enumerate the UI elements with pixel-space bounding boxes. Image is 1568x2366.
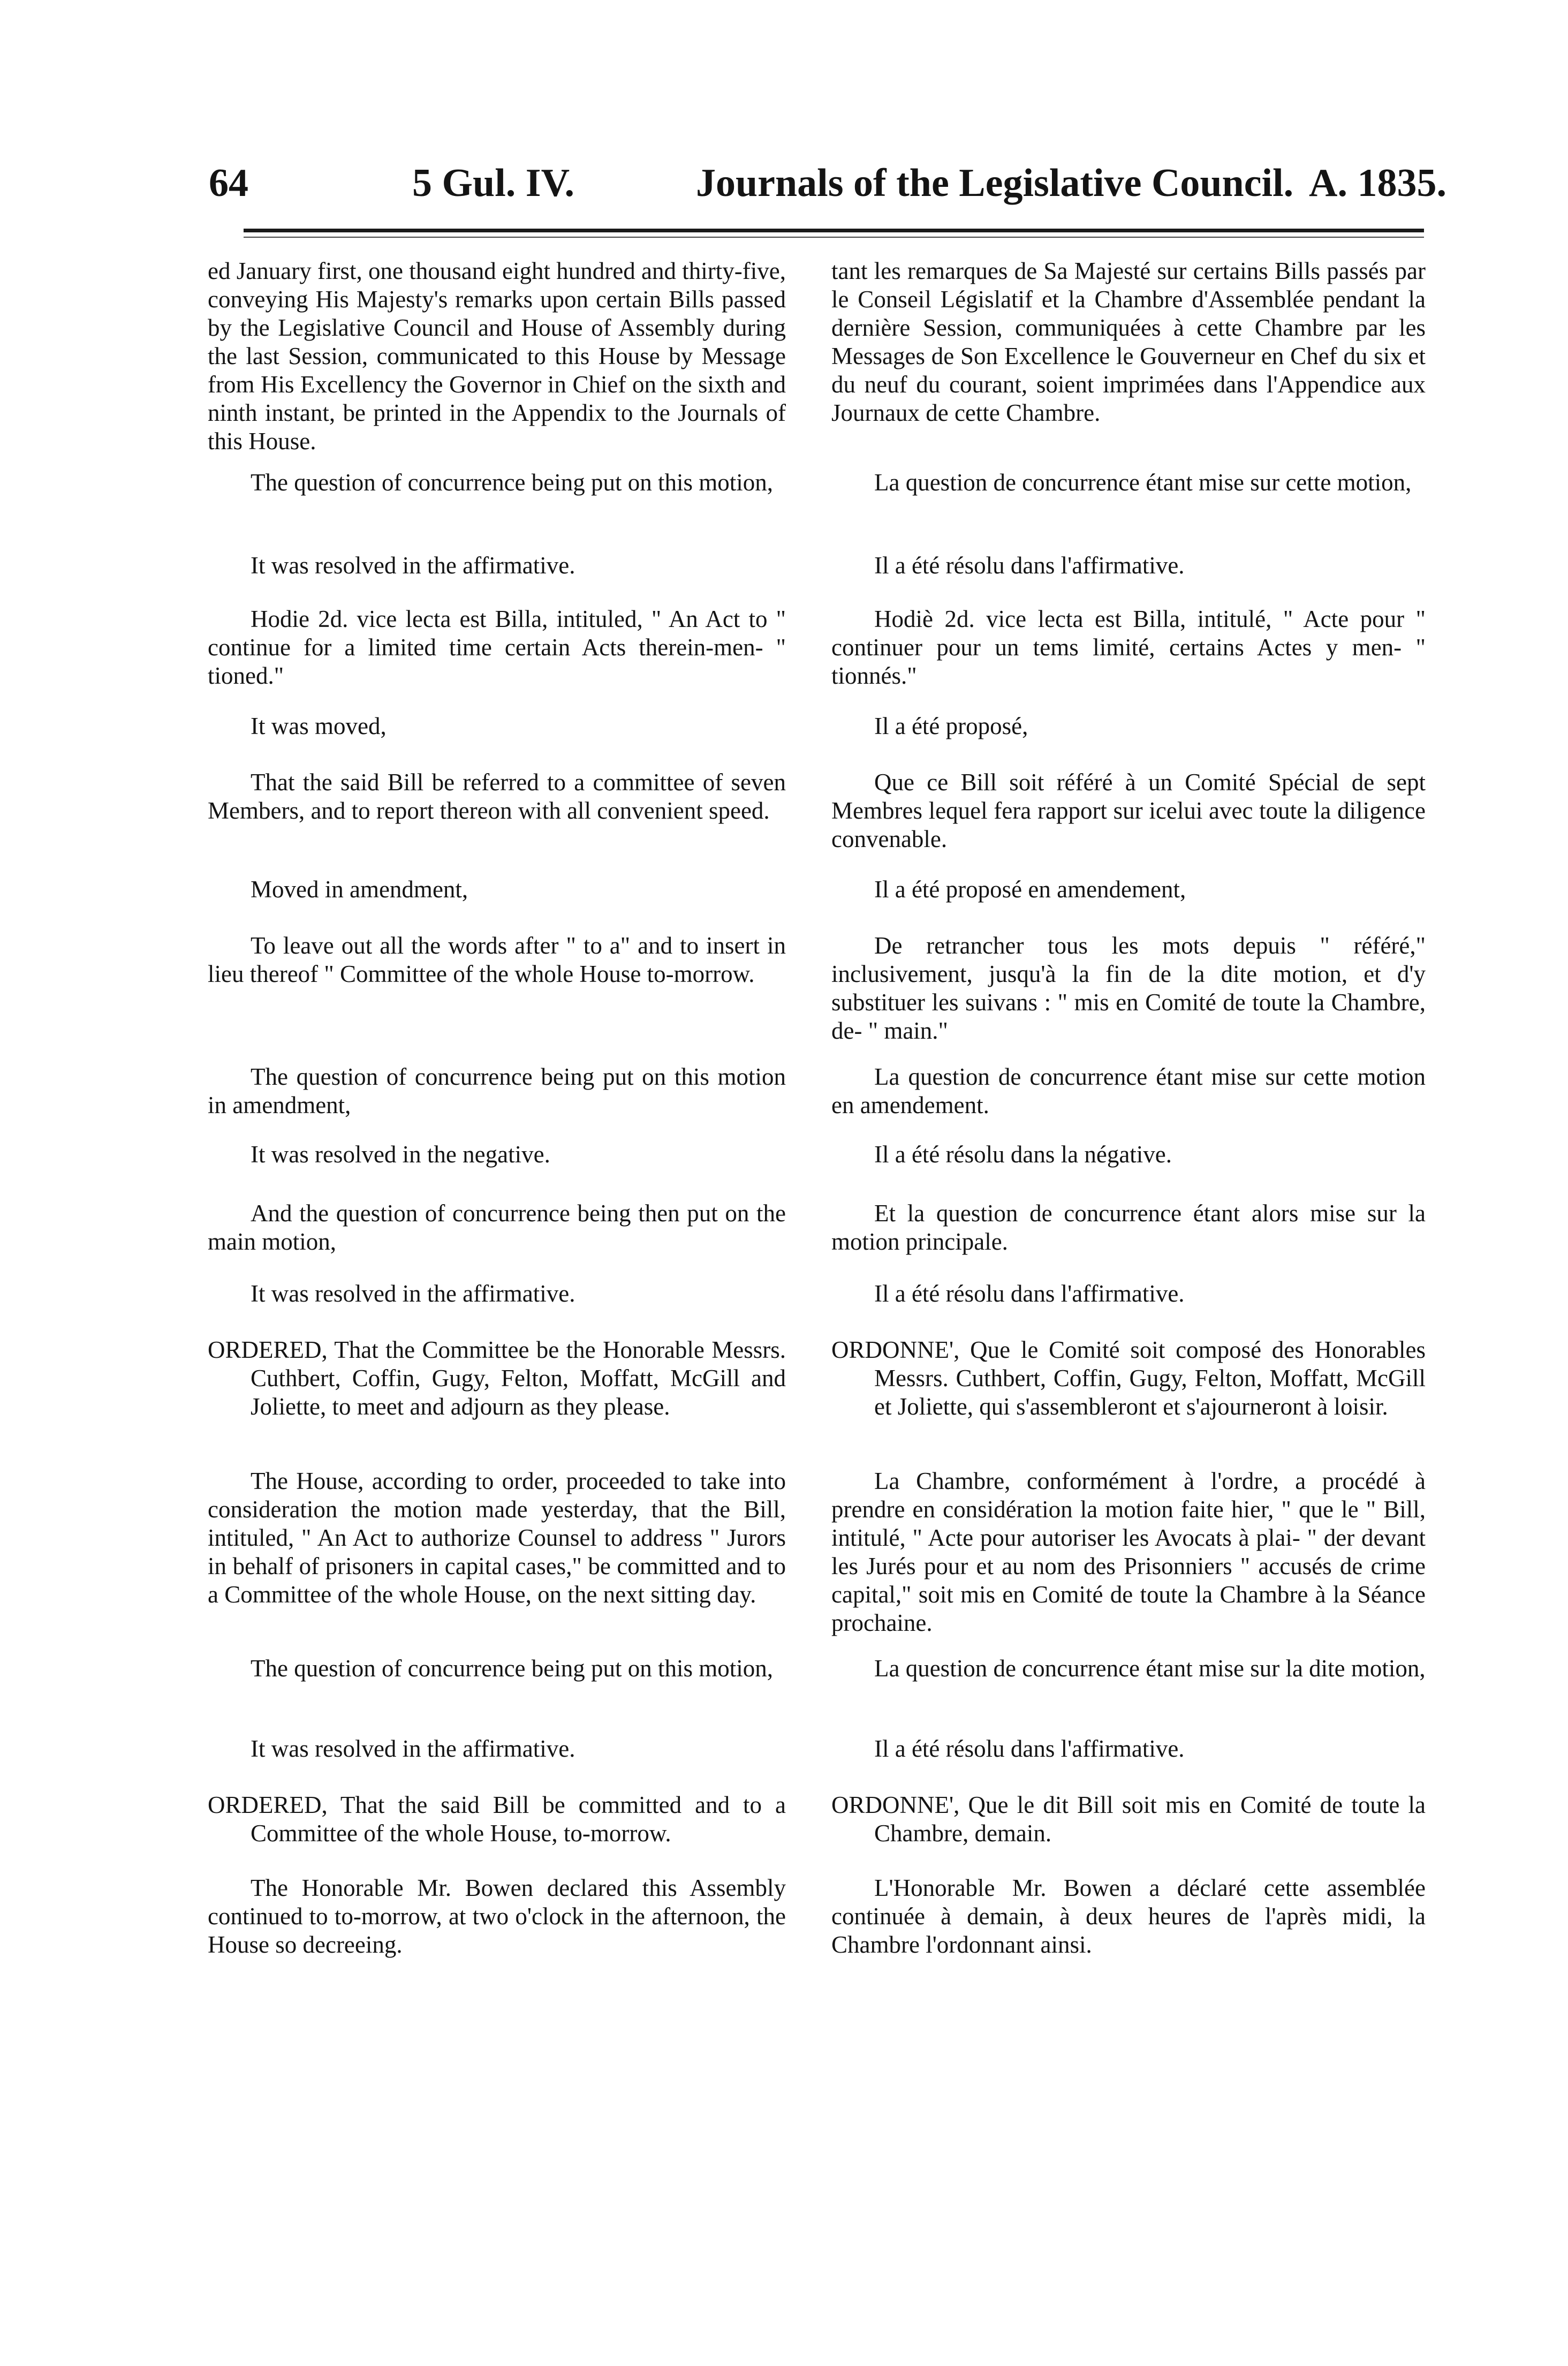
english-paragraph: It was resolved in the affirmative. bbox=[251, 552, 575, 579]
french-paragraph: Il a été résolu dans l'affirmative. bbox=[874, 552, 1185, 579]
french-paragraph: Il a été résolu dans la négative. bbox=[874, 1141, 1172, 1168]
english-paragraph: It was moved, bbox=[251, 713, 387, 739]
english-paragraph: Hodie 2d. vice lecta est Billa, intituled, " An Act to " continue for a limited time certain Acts therein-men- " tioned." bbox=[208, 606, 786, 689]
page-header bbox=[0, 161, 1568, 209]
french-paragraph: La Chambre, conformément à l'ordre, a procédé à prendre en considération la motion faite hier, " que le " Bill, intitulé, " Acte pour autoriser les Avocats à plai- " der devant les Jurés pour et au nom des Prisonniers " accusés de crime capital," soit mis en Comité de toute la Chambre à la Séance prochaine. bbox=[831, 1468, 1426, 1636]
english-paragraph: That the said Bill be referred to a committee of seven Members, and to report thereon with all convenient speed. bbox=[208, 769, 786, 824]
english-order: ORDERED, That the Committee be the Honorable Messrs. Cuthbert, Coffin, Gugy, Felton, Moffatt, McGill and Joliette, to meet and adjourn as they please. bbox=[208, 1336, 786, 1420]
english-paragraph: It was resolved in the affirmative. bbox=[251, 1280, 575, 1307]
header-rule bbox=[244, 229, 1424, 232]
english-paragraph: And the question of concurrence being then put on the main motion, bbox=[208, 1200, 786, 1255]
english-paragraph: The question of concurrence being put on this motion, bbox=[251, 1655, 774, 1682]
header-rule-thin bbox=[244, 237, 1424, 238]
french-paragraph: Que ce Bill soit référé à un Comité Spécial de sept Membres lequel fera rapport sur icelui avec toute la diligence convenable. bbox=[831, 769, 1426, 852]
english-paragraph: To leave out all the words after " to a" and to insert in lieu thereof " Committee of the whole House to-morrow. bbox=[208, 932, 786, 987]
french-paragraph: Il a été résolu dans l'affirmative. bbox=[874, 1280, 1185, 1307]
header-year: A. 1835. bbox=[1309, 161, 1446, 205]
regnal-year: 5 Gul. IV. bbox=[412, 161, 574, 205]
english-paragraph: It was resolved in the negative. bbox=[251, 1141, 550, 1168]
french-paragraph: Hodiè 2d. vice lecta est Billa, intitulé, " Acte pour " continuer pour un tems limité, certains Actes y men- " tionnés." bbox=[831, 606, 1426, 689]
french-paragraph: La question de concurrence étant mise sur la dite motion, bbox=[874, 1655, 1426, 1682]
french-order: ORDONNE', Que le Comité soit composé des Honorables Messrs. Cuthbert, Coffin, Gugy, Felton, Moffatt, McGill et Joliette, qui s'assembleront et s'ajourneront à loisir. bbox=[831, 1336, 1426, 1420]
page-number: 64 bbox=[209, 161, 248, 205]
french-paragraph: Et la question de concurrence étant alors mise sur la motion principale. bbox=[831, 1200, 1426, 1255]
english-paragraph: The House, according to order, proceeded to take into consideration the motion made yesterday, that the Bill, intituled, " An Act to authorize Counsel to address " Jurors in behalf of prisoners in capital cases," be committed and to a Committee of the whole House, on the next sitting day. bbox=[208, 1468, 786, 1608]
french-paragraph: tant les remarques de Sa Majesté sur certains Bills passés par le Conseil Législatif et la Chambre d'Assemblée pendant la dernière Session, communiquées à cette Chambre par les Messages de Son Excellence le Gouverneur en Chef du six et du neuf du courant, soient imprimées dans l'Appendice aux Journaux de cette Chambre. bbox=[831, 258, 1426, 426]
english-paragraph: The question of concurrence being put on this motion, bbox=[251, 469, 774, 496]
english-order: ORDERED, That the said Bill be committed and to a Committee of the whole House, to-morrow. bbox=[208, 1791, 786, 1847]
english-paragraph: Moved in amendment, bbox=[251, 876, 468, 903]
journal-title: Journals of the Legislative Council. bbox=[696, 161, 1294, 205]
english-paragraph: The Honorable Mr. Bowen declared this Assembly continued to to-morrow, at two o'clock in the afternoon, the House so decreeing. bbox=[208, 1874, 786, 1958]
french-paragraph: Il a été proposé, bbox=[874, 713, 1028, 739]
french-paragraph: La question de concurrence étant mise sur cette motion, bbox=[874, 469, 1412, 496]
french-paragraph: La question de concurrence étant mise sur cette motion en amendement. bbox=[831, 1063, 1426, 1118]
english-paragraph: It was resolved in the affirmative. bbox=[251, 1735, 575, 1762]
english-paragraph: ed January first, one thousand eight hundred and thirty-five, conveying His Majesty's remarks upon certain Bills passed by the Legislative Council and House of Assembly during the last Session, communicated to this House by Message from His Excellency the Governor in Chief on the sixth and ninth instant, be printed in the Appendix to the Journals of this House. bbox=[208, 258, 786, 455]
french-paragraph: Il a été résolu dans l'affirmative. bbox=[874, 1735, 1185, 1762]
english-paragraph: The question of concurrence being put on this motion in amendment, bbox=[208, 1063, 786, 1118]
french-order: ORDONNE', Que le dit Bill soit mis en Comité de toute la Chambre, demain. bbox=[831, 1791, 1426, 1847]
french-paragraph: De retrancher tous les mots depuis " référé," inclusivement, jusqu'à la fin de la dite motion, et d'y substituer les suivans : " mis en Comité de toute la Chambre, de- " main." bbox=[831, 932, 1426, 1044]
french-paragraph: Il a été proposé en amendement, bbox=[874, 876, 1186, 903]
french-paragraph: L'Honorable Mr. Bowen a déclaré cette assemblée continuée à demain, à deux heures de l'après midi, la Chambre l'ordonnant ainsi. bbox=[831, 1874, 1426, 1958]
